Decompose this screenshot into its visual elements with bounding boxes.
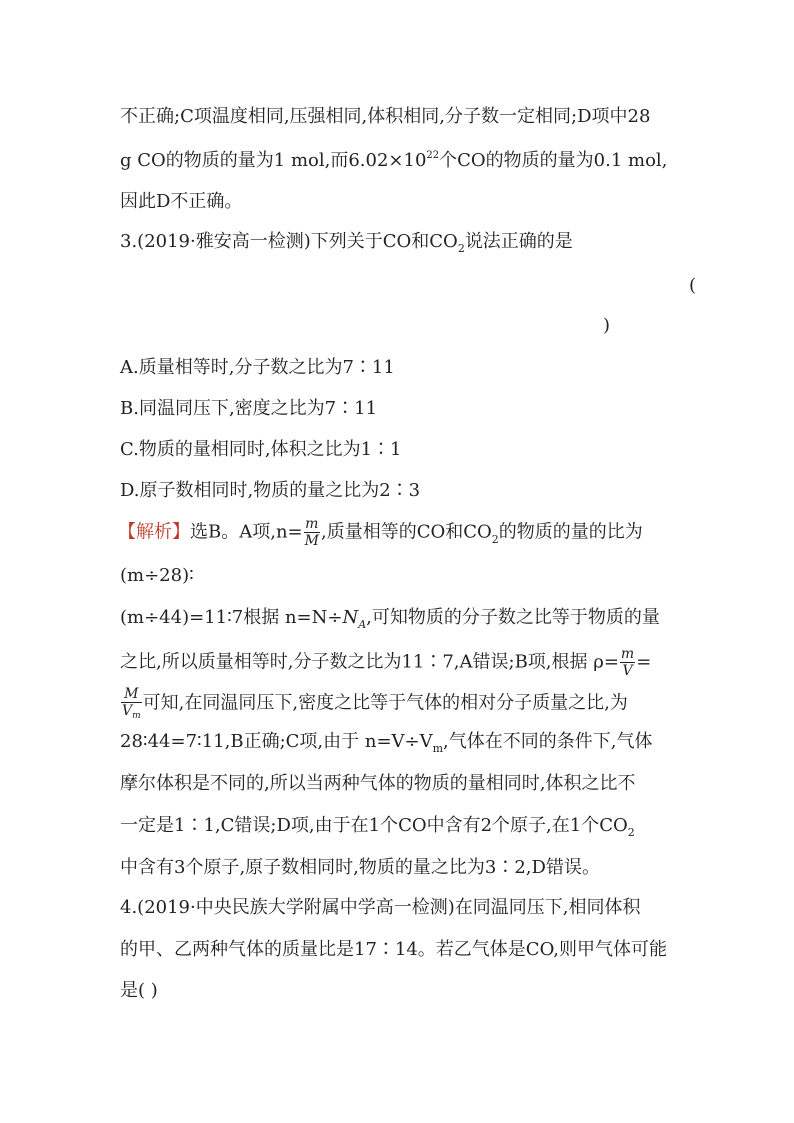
text-line-3: 因此D不正确。 [120,191,243,212]
option-b: B.同温同压下,密度之比为7∶11 [120,398,378,419]
question-3-stem: 3.(2019·雅安高一检测)下列关于CO和$CO_2$说法正确的是 [120,231,573,255]
analysis-tag: 【解析】 [118,521,190,543]
text-line-1: 不正确;C项温度相同,压强相同,体积相同,分子数一定相同;D项中28 [120,106,651,127]
fraction-m-over-M: $\frac{m}{M}$ [304,516,319,549]
option-c: C.物质的量相同时,体积之比为1∶1 [120,439,402,460]
question-4-line-3: 是( ) [120,980,158,1001]
analysis-line-7: 摩尔体积是不同的,所以当两种气体的物质的量相同时,体积之比不 [120,773,636,794]
analysis-line-5: $\frac{M}{V_m}$ 可知,在同温同压下,密度之比等于气体的相对分子质量之比,为 [122,686,628,721]
fraction-M-over-Vm: $\frac{M}{V_m}$ [122,686,141,721]
question-4-line-2: 的甲、乙两种气体的质量比是17∶14。若乙气体是CO,则甲气体可能 [120,939,668,960]
analysis-line-1: 【解析】选B。A项,n= $\frac{m}{M}$ ,质量相等的CO和$CO_2$的物质的量的比为 [118,516,643,549]
question-4-line-1: 4.(2019·中央民族大学附属中学高一检测)在同温同压下,相同体积 [120,897,641,918]
analysis-line-3: (m÷44)=11∶7根据 $n=N\div N_A$,可知物质的分子数之比等于物质的量 [120,607,660,631]
text-line-2: g CO的物质的量为1 mol,而$6.02\times 10^{22}$个CO的物质的量为0.1 mol, [120,150,668,171]
fraction-m-over-V: $\frac{m}{V}$ [620,646,635,679]
answer-paren-close: ) [603,315,611,336]
answer-paren-open: ( [689,275,697,296]
option-a: A.质量相等时,分子数之比为7∶11 [120,357,395,378]
analysis-line-8: 一定是1∶1,C错误;D项,由于在1个CO中含有2个原子,在1个$CO_2$ [120,815,635,839]
analysis-line-9: 中含有3个原子,原子数相同时,物质的量之比为3∶2,D错误。 [120,857,600,878]
analysis-line-4: 之比,所以质量相等时,分子数之比为11∶7,A错误;B项,根据 ρ= $\frac{m}{V}$ = [120,646,652,679]
analysis-line-6: 28∶44=7∶11,B正确;C项,由于 $n=V\div V_m$,气体在不同的条件下,气体 [120,731,653,755]
option-d: D.原子数相同时,物质的量之比为2∶3 [120,480,421,501]
analysis-line-2: (m÷28)∶ [120,565,194,586]
